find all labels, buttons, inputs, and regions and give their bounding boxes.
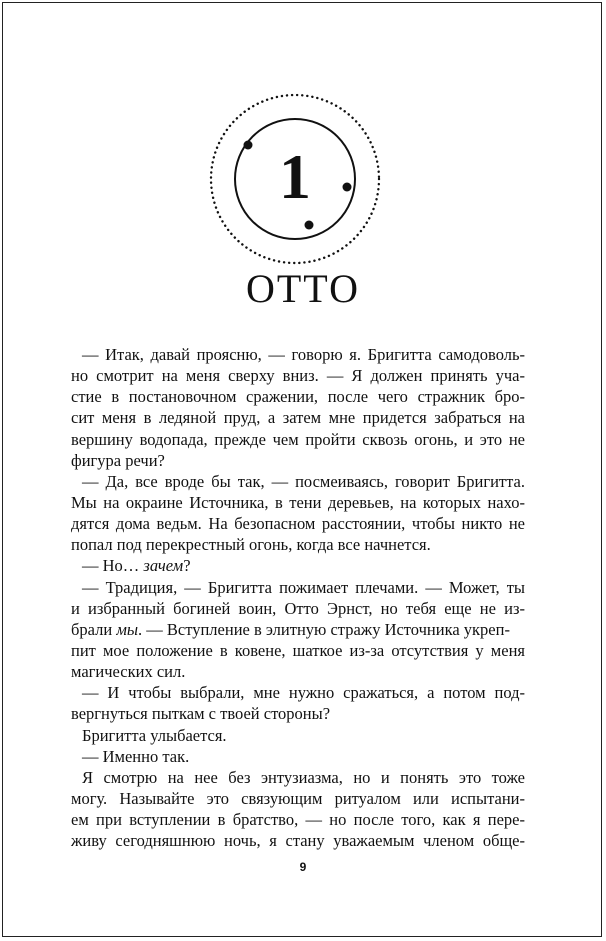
text-line: попал под перекрестный огонь, когда все начнется. xyxy=(71,535,431,555)
chapter-number: 1 xyxy=(279,141,311,212)
emphasis-text: мы xyxy=(116,619,139,639)
text-line: дятся дома ведьм. На безопасном расстоянии, чтобы никто не xyxy=(71,514,525,534)
text-line: вершину водопада, прежде чем пройти сквозь огонь, и это не xyxy=(71,429,525,449)
text-line: Бригитта улыбается. xyxy=(82,725,227,745)
text-line: магических сил. xyxy=(71,662,186,682)
text-line: живу сегодняшнюю ночь, я стану уважаемым членом обще- xyxy=(71,831,525,851)
text-line: Я смотрю на нее без энтузиазма, но и понять это тоже xyxy=(82,767,525,787)
chapter-emblem xyxy=(205,89,385,269)
orbit-dot xyxy=(305,221,314,230)
orbit-dot xyxy=(343,183,352,192)
text-line: вергнуться пыткам с твоей стороны? xyxy=(71,704,331,724)
chapter-title: ОТТО xyxy=(245,266,361,311)
text-line: ем при вступлении в братство, — но после того, как я пере- xyxy=(71,810,525,830)
text-line: сит меня в ледяной пруд, а затем мне придется забраться на xyxy=(71,408,525,428)
text-run: . — Вступление в элитную стражу Источника укреп- xyxy=(138,619,510,639)
text-run: ? xyxy=(183,556,191,576)
text-line: — Да, все вроде бы так, — посмеиваясь, говорит Бригитта. xyxy=(82,471,525,491)
chapter-body xyxy=(71,344,525,851)
text-line: — Традиция, — Бригитта пожимает плечами. — Может, ты xyxy=(82,577,525,597)
text-line: и избранный богиней воин, Отто Эрнст, но тебя еще не из- xyxy=(71,598,525,618)
text-line xyxy=(71,555,525,576)
emphasis-text: зачем xyxy=(143,556,184,576)
orbit-dot xyxy=(244,141,253,150)
text-line: фигура речи? xyxy=(71,450,165,470)
text-line: могу. Называйте это связующим ритуалом или испытани- xyxy=(71,788,525,808)
text-line: Мы на окраине Источника, в тени деревьев, на которых нахо- xyxy=(71,492,525,512)
text-line xyxy=(71,619,525,640)
text-line: пит мое положение в ковене, шаткое из-за отсутствия у меня xyxy=(71,640,525,660)
text-line: — Итак, давай проясню, — говорю я. Бригитта самодоволь- xyxy=(82,345,525,364)
text-run: — Но… xyxy=(82,556,144,576)
text-run: брали xyxy=(71,619,117,639)
text-line: но смотрит на меня сверху вниз. — Я должен принять уча- xyxy=(71,366,525,386)
text-line: — И чтобы выбрали, мне нужно сражаться, а потом под- xyxy=(82,683,525,703)
text-line: стие в постановочном сражении, после чего стражник бро- xyxy=(71,387,525,407)
text-line: — Именно так. xyxy=(82,746,190,766)
page-number: 9 xyxy=(299,860,307,874)
book-page xyxy=(2,2,602,937)
